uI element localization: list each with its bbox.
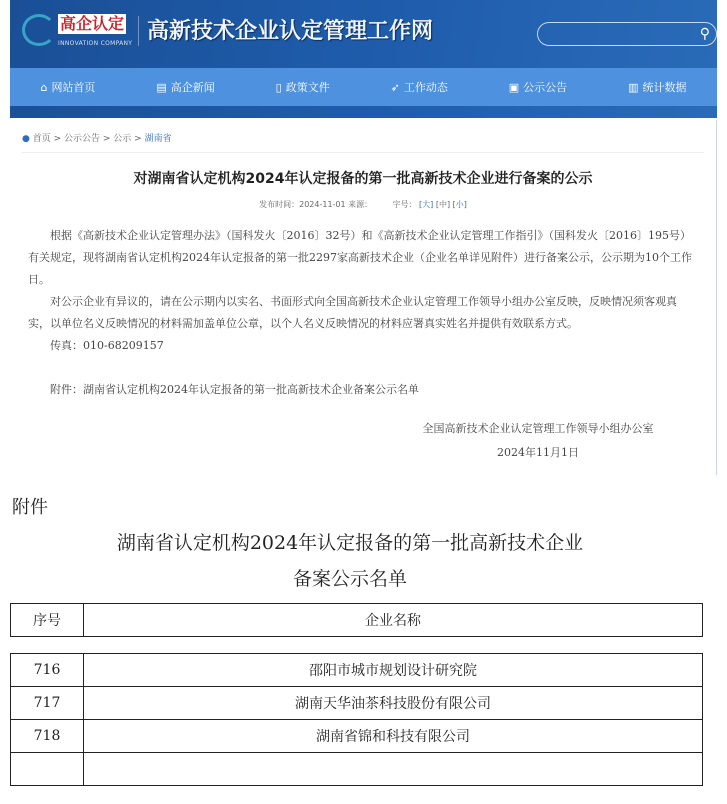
search-box [537,22,717,46]
home-icon: ⌂ [40,80,48,94]
nav-notice[interactable] [509,79,567,95]
breadcrumb-current[interactable]: 湖南省 [144,134,172,144]
nav-label: 公示公告 [523,81,568,94]
attachment-label: 附件 [12,497,48,518]
site-name: 高新技术企业认定管理工作网 [138,16,433,46]
publish-info: 发布时间：2024-11-01 来源： [259,200,373,209]
company-name: 湖南天华油茶科技股份有限公司 [84,687,703,720]
nav-label: 政策文件 [285,81,330,94]
attachment-link[interactable]: 附件：湖南省认定机构2024年认定报备的第一批高新技术企业备案公示名单 [50,383,419,396]
column-header-name: 企业名称 [84,604,703,637]
breadcrumb-notices[interactable]: 公示公告 [64,134,101,144]
company-name: 邵阳市城市规划设计研究院 [84,654,703,687]
breadcrumb-publicity[interactable]: 公示 [113,134,132,144]
paragraph: 根据《高新技术企业认定管理办法》（国科发火〔2016〕32号）和《高新技术企业认定管理工作指引》（国科发火〔2016〕195号）有关规定，现将湖南省认定机构2024年认定报备的第一批2297家高新技术企业（企业名单详见附件）进行备案公示，公示期为10个工作日。 [28,229,692,286]
company-name [84,753,703,786]
nav-home[interactable] [40,79,95,95]
attachment-section [0,475,727,786]
nav-label: 网站首页 [51,81,96,94]
font-medium-link[interactable]: [中] [435,200,451,209]
logo-mark [22,14,56,46]
fax: 传真：010-68209157 [50,339,164,352]
signature: 全国高新技术企业认定管理工作领导小组办公室 [422,422,654,435]
paragraph: 对公示企业有异议的，请在公示期内以实名、书面形式向全国高新技术企业认定管理工作领导小组办公室反映，反映情况须客观真实，以单位名义反映情况的材料需加盖单位公章，以个人名义反映情况的材料应署真实姓名并提供有效联系方式。 [28,295,677,330]
clipboard-icon: ▣ [508,80,520,94]
signature-block [22,417,704,465]
font-small-link[interactable]: [小] [452,200,467,209]
nav-news[interactable] [156,79,214,95]
breadcrumb: ● 首页 > 公示公告 > 公示 > 湖南省 [22,134,172,144]
attachment-title: 湖南省认定机构2024年认定报备的第一批高新技术企业 [116,532,584,554]
nav-policy[interactable] [276,79,330,95]
main-nav [10,68,717,106]
table-row [11,654,703,687]
nav-stats[interactable] [628,79,686,95]
article-meta [22,199,704,211]
table-header [10,603,703,637]
font-size-label: 字号： [392,200,417,209]
table-row [11,720,703,753]
search-icon[interactable]: ⚲ [699,26,710,42]
logo-text: 高企认定 [60,14,125,33]
search-input[interactable] [548,26,688,42]
divider [22,152,704,153]
document-icon: ▯ [275,80,282,94]
column-header-index: 序号 [11,604,84,637]
signature-date: 2024年11月1日 [497,446,579,459]
nav-label: 统计数据 [642,81,687,94]
article-title: 对湖南省认定机构2024年认定报备的第一批高新技术企业进行备案的公示 [133,171,593,187]
row-index: 716 [11,654,84,687]
article-body [22,225,704,401]
table-row [11,687,703,720]
logo-subtext: INNOVATION COMPANY [58,40,133,47]
paper-plane-icon: ➶ [390,80,400,94]
row-index: 718 [11,720,84,753]
location-pin-icon: ● [22,134,30,144]
row-index: 717 [11,687,84,720]
nav-work[interactable] [391,79,448,95]
header-row [11,604,703,637]
table-row [11,753,703,786]
top-area [0,0,727,120]
attachment-subtitle: 备案公示名单 [292,568,407,590]
nav-label: 工作动态 [403,81,448,94]
article-container [10,120,717,475]
chart-icon: ▥ [628,80,639,94]
company-name: 湖南省锦和科技有限公司 [84,720,703,753]
company-table [10,653,703,786]
nav-label: 高企新闻 [170,81,215,94]
font-large-link[interactable]: [大] [419,200,434,209]
row-index [11,753,84,786]
news-icon: ▤ [156,80,167,94]
site-logo[interactable] [22,12,132,52]
breadcrumb-home[interactable]: 首页 [32,134,51,144]
